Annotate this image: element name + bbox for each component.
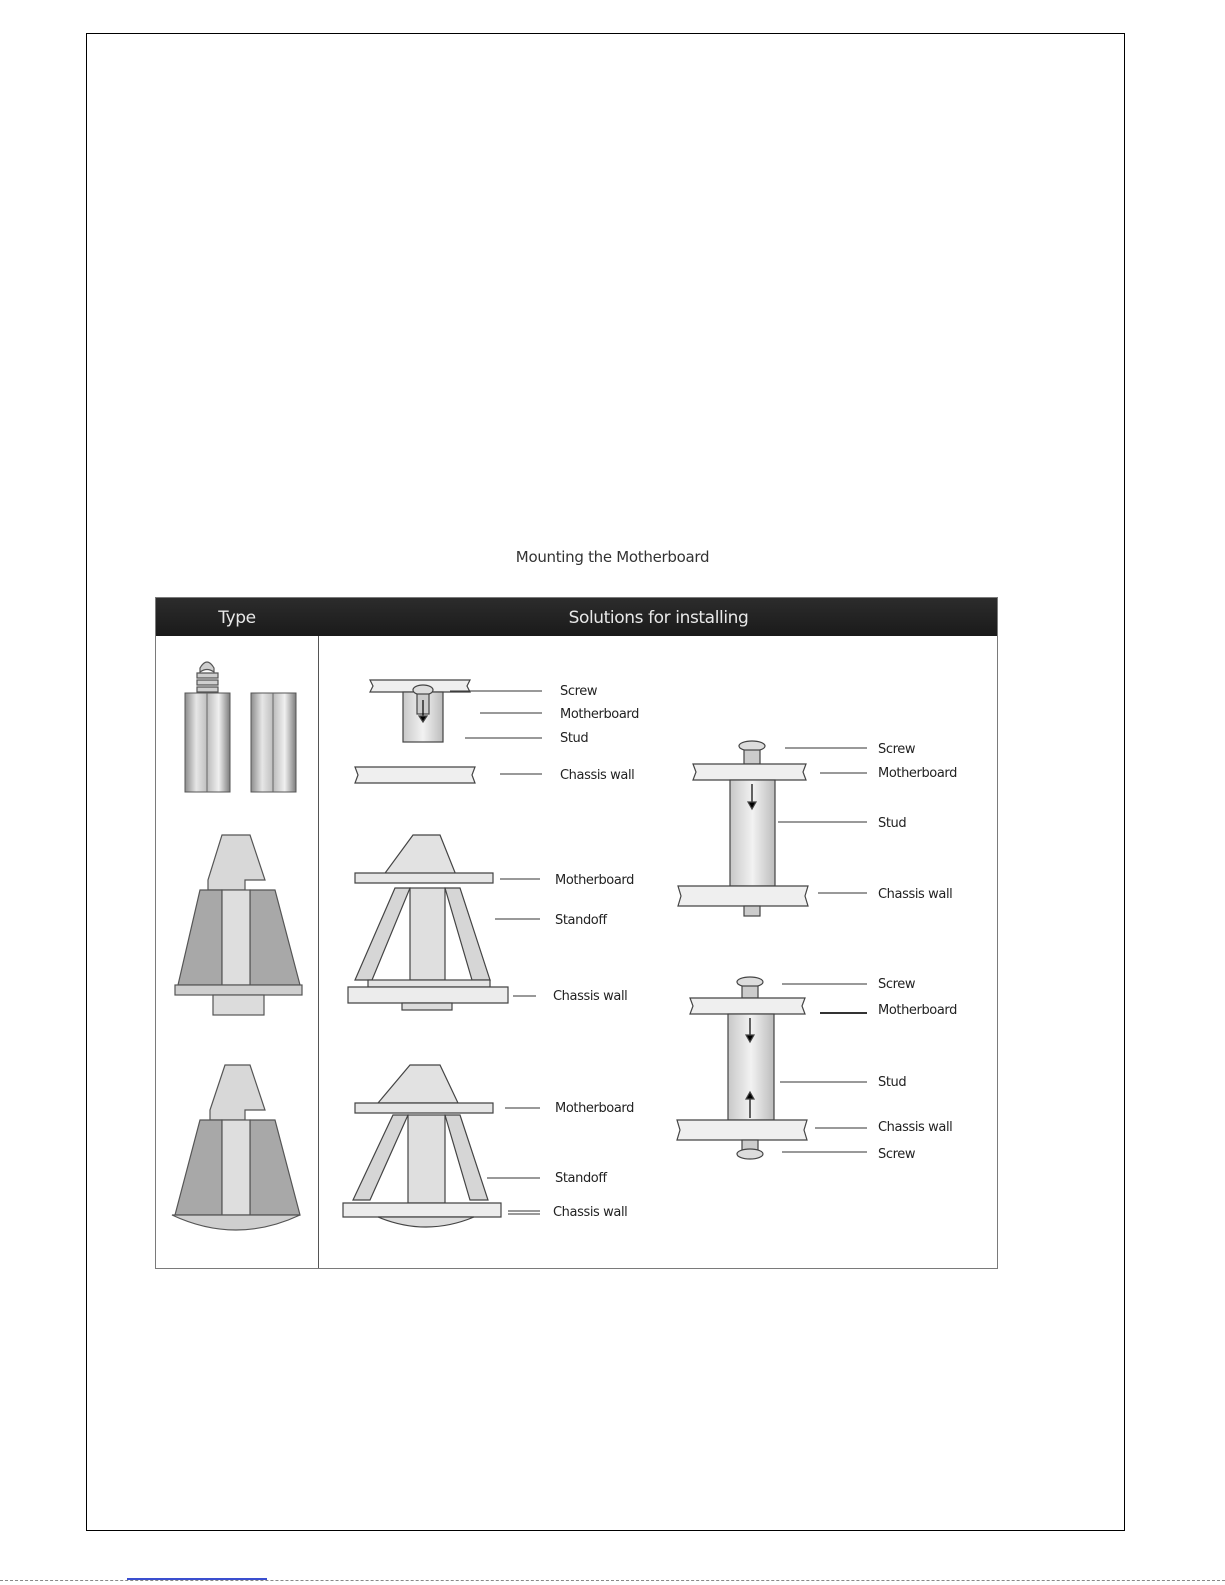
label-d1-screw: Screw bbox=[560, 684, 598, 699]
label-d4-chassis: Chassis wall bbox=[878, 887, 953, 902]
label-d1-motherboard: Motherboard bbox=[560, 707, 639, 722]
type-plain-stud bbox=[251, 693, 296, 792]
diagram-standoff-dome bbox=[343, 1065, 501, 1227]
page-bottom-link-mark bbox=[127, 1578, 267, 1580]
diagram-standoff-clip bbox=[348, 835, 508, 1010]
type-standoff-clip bbox=[175, 835, 302, 1015]
leaders-d1 bbox=[450, 691, 542, 774]
label-d3-standoff: Standoff bbox=[555, 1171, 607, 1186]
label-d1-stud: Stud bbox=[560, 731, 589, 746]
label-d2-chassis: Chassis wall bbox=[553, 989, 628, 1004]
label-d4-motherboard: Motherboard bbox=[878, 766, 957, 781]
figure-caption: Mounting the Motherboard bbox=[515, 548, 710, 566]
label-d4-screw: Screw bbox=[878, 742, 916, 757]
header-solutions: Solutions for installing bbox=[568, 608, 749, 628]
label-d3-chassis: Chassis wall bbox=[553, 1205, 628, 1220]
label-d5-motherboard: Motherboard bbox=[878, 1003, 957, 1018]
label-d5-screw-top: Screw bbox=[878, 977, 916, 992]
diagram-stud-screw-long bbox=[678, 741, 808, 916]
label-d5-stud: Stud bbox=[878, 1075, 907, 1090]
type-standoff-dome bbox=[172, 1065, 300, 1230]
label-d2-motherboard: Motherboard bbox=[555, 873, 634, 888]
label-d5-screw-bottom: Screw bbox=[878, 1147, 916, 1162]
label-d2-standoff: Standoff bbox=[555, 913, 607, 928]
type-threaded-stud bbox=[185, 662, 230, 792]
label-d1-chassis: Chassis wall bbox=[560, 768, 635, 783]
thread-icon bbox=[197, 662, 218, 692]
diagram-stud-screw-small bbox=[355, 680, 475, 783]
leaders-d2 bbox=[495, 879, 540, 996]
diagram-stud-double-screw bbox=[677, 977, 807, 1159]
header-type: Type bbox=[218, 608, 256, 628]
page-bottom-rule bbox=[0, 1580, 1225, 1581]
label-d4-stud: Stud bbox=[878, 816, 907, 831]
label-d3-motherboard: Motherboard bbox=[555, 1101, 634, 1116]
label-d5-chassis: Chassis wall bbox=[878, 1120, 953, 1135]
leaders-d3 bbox=[487, 1108, 540, 1214]
